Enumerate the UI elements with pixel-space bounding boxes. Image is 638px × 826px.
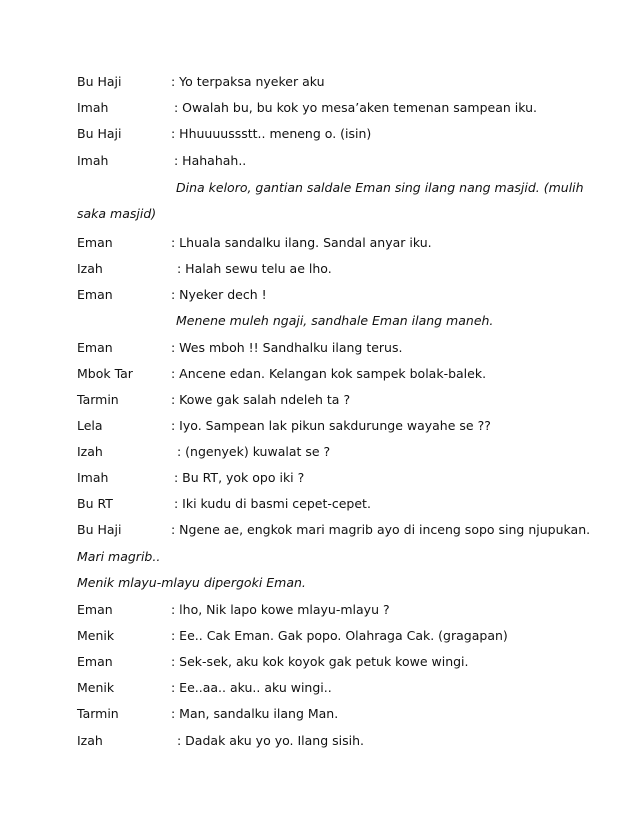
dialogue-line: : Ee.. Cak Eman. Gak popo. Olahraga Cak. (gragapan) — [171, 628, 508, 643]
speaker-name: Eman — [77, 654, 113, 669]
dialogue-line: : Dadak aku yo yo. Ilang sisih. — [177, 733, 364, 748]
speaker-name: Lela — [77, 418, 103, 433]
dialogue-line: : Halah sewu telu ae lho. — [177, 261, 332, 276]
speaker-name: Imah — [77, 100, 109, 115]
dialogue-line: : Iyo. Sampean lak pikun sakdurunge wayahe se ?? — [171, 418, 491, 433]
dialogue-line: : Bu RT, yok opo iki ? — [174, 470, 305, 485]
speaker-name: Tarmin — [77, 392, 119, 407]
speaker-name: Mbok Tar — [77, 366, 133, 381]
speaker-name: Bu Haji — [77, 522, 122, 537]
speaker-name: Eman — [77, 602, 113, 617]
speaker-name: Eman — [77, 340, 113, 355]
dialogue-line: : Hahahah.. — [174, 153, 247, 168]
dialogue-line: : Sek-sek, aku kok koyok gak petuk kowe wingi. — [171, 654, 469, 669]
stage-direction: Dina keloro, gantian saldale Eman sing ilang nang masjid. (mulih — [176, 180, 584, 195]
stage-direction-continued: saka masjid) — [77, 206, 157, 221]
speaker-name: Tarmin — [77, 706, 119, 721]
speaker-name: Menik — [77, 680, 115, 695]
dialogue-line: : (ngenyek) kuwalat se ? — [177, 444, 331, 459]
dialogue-line: : Man, sandalku ilang Man. — [171, 706, 339, 721]
speaker-name: Izah — [77, 733, 103, 748]
dialogue-line: : Iki kudu di basmi cepet-cepet. — [174, 496, 371, 511]
dialogue-line: : Ee..aa.. aku.. aku wingi.. — [171, 680, 332, 695]
stage-direction: Mari magrib.. — [77, 549, 161, 564]
speaker-name: Bu RT — [77, 496, 113, 511]
dialogue-line: : Ancene edan. Kelangan kok sampek bolak-balek. — [171, 366, 487, 381]
dialogue-line: : lho, Nik lapo kowe mlayu-mlayu ? — [171, 602, 390, 617]
stage-direction: Menene muleh ngaji, sandhale Eman ilang maneh. — [176, 313, 494, 328]
dialogue-line: : Owalah bu, bu kok yo mesa’aken temenan sampean iku. — [174, 100, 537, 115]
dialogue-line: : Hhuuuussstt.. meneng o. (isin) — [171, 126, 372, 141]
speaker-name: Imah — [77, 153, 109, 168]
speaker-name: Bu Haji — [77, 126, 122, 141]
speaker-name: Bu Haji — [77, 74, 122, 89]
dialogue-line: : Kowe gak salah ndeleh ta ? — [171, 392, 351, 407]
dialogue-line: : Nyeker dech ! — [171, 287, 267, 302]
speaker-name: Imah — [77, 470, 109, 485]
speaker-name: Eman — [77, 235, 113, 250]
speaker-name: Izah — [77, 444, 103, 459]
speaker-name: Menik — [77, 628, 115, 643]
dialogue-line: : Yo terpaksa nyeker aku — [171, 74, 325, 89]
stage-direction: Menik mlayu-mlayu dipergoki Eman. — [77, 575, 306, 590]
speaker-name: Eman — [77, 287, 113, 302]
dialogue-line: : Wes mboh !! Sandhalku ilang terus. — [171, 340, 403, 355]
dialogue-line: : Lhuala sandalku ilang. Sandal anyar iku. — [171, 235, 432, 250]
dialogue-line: : Ngene ae, engkok mari magrib ayo di inceng sopo sing njupukan. — [171, 522, 591, 537]
speaker-name: Izah — [77, 261, 103, 276]
